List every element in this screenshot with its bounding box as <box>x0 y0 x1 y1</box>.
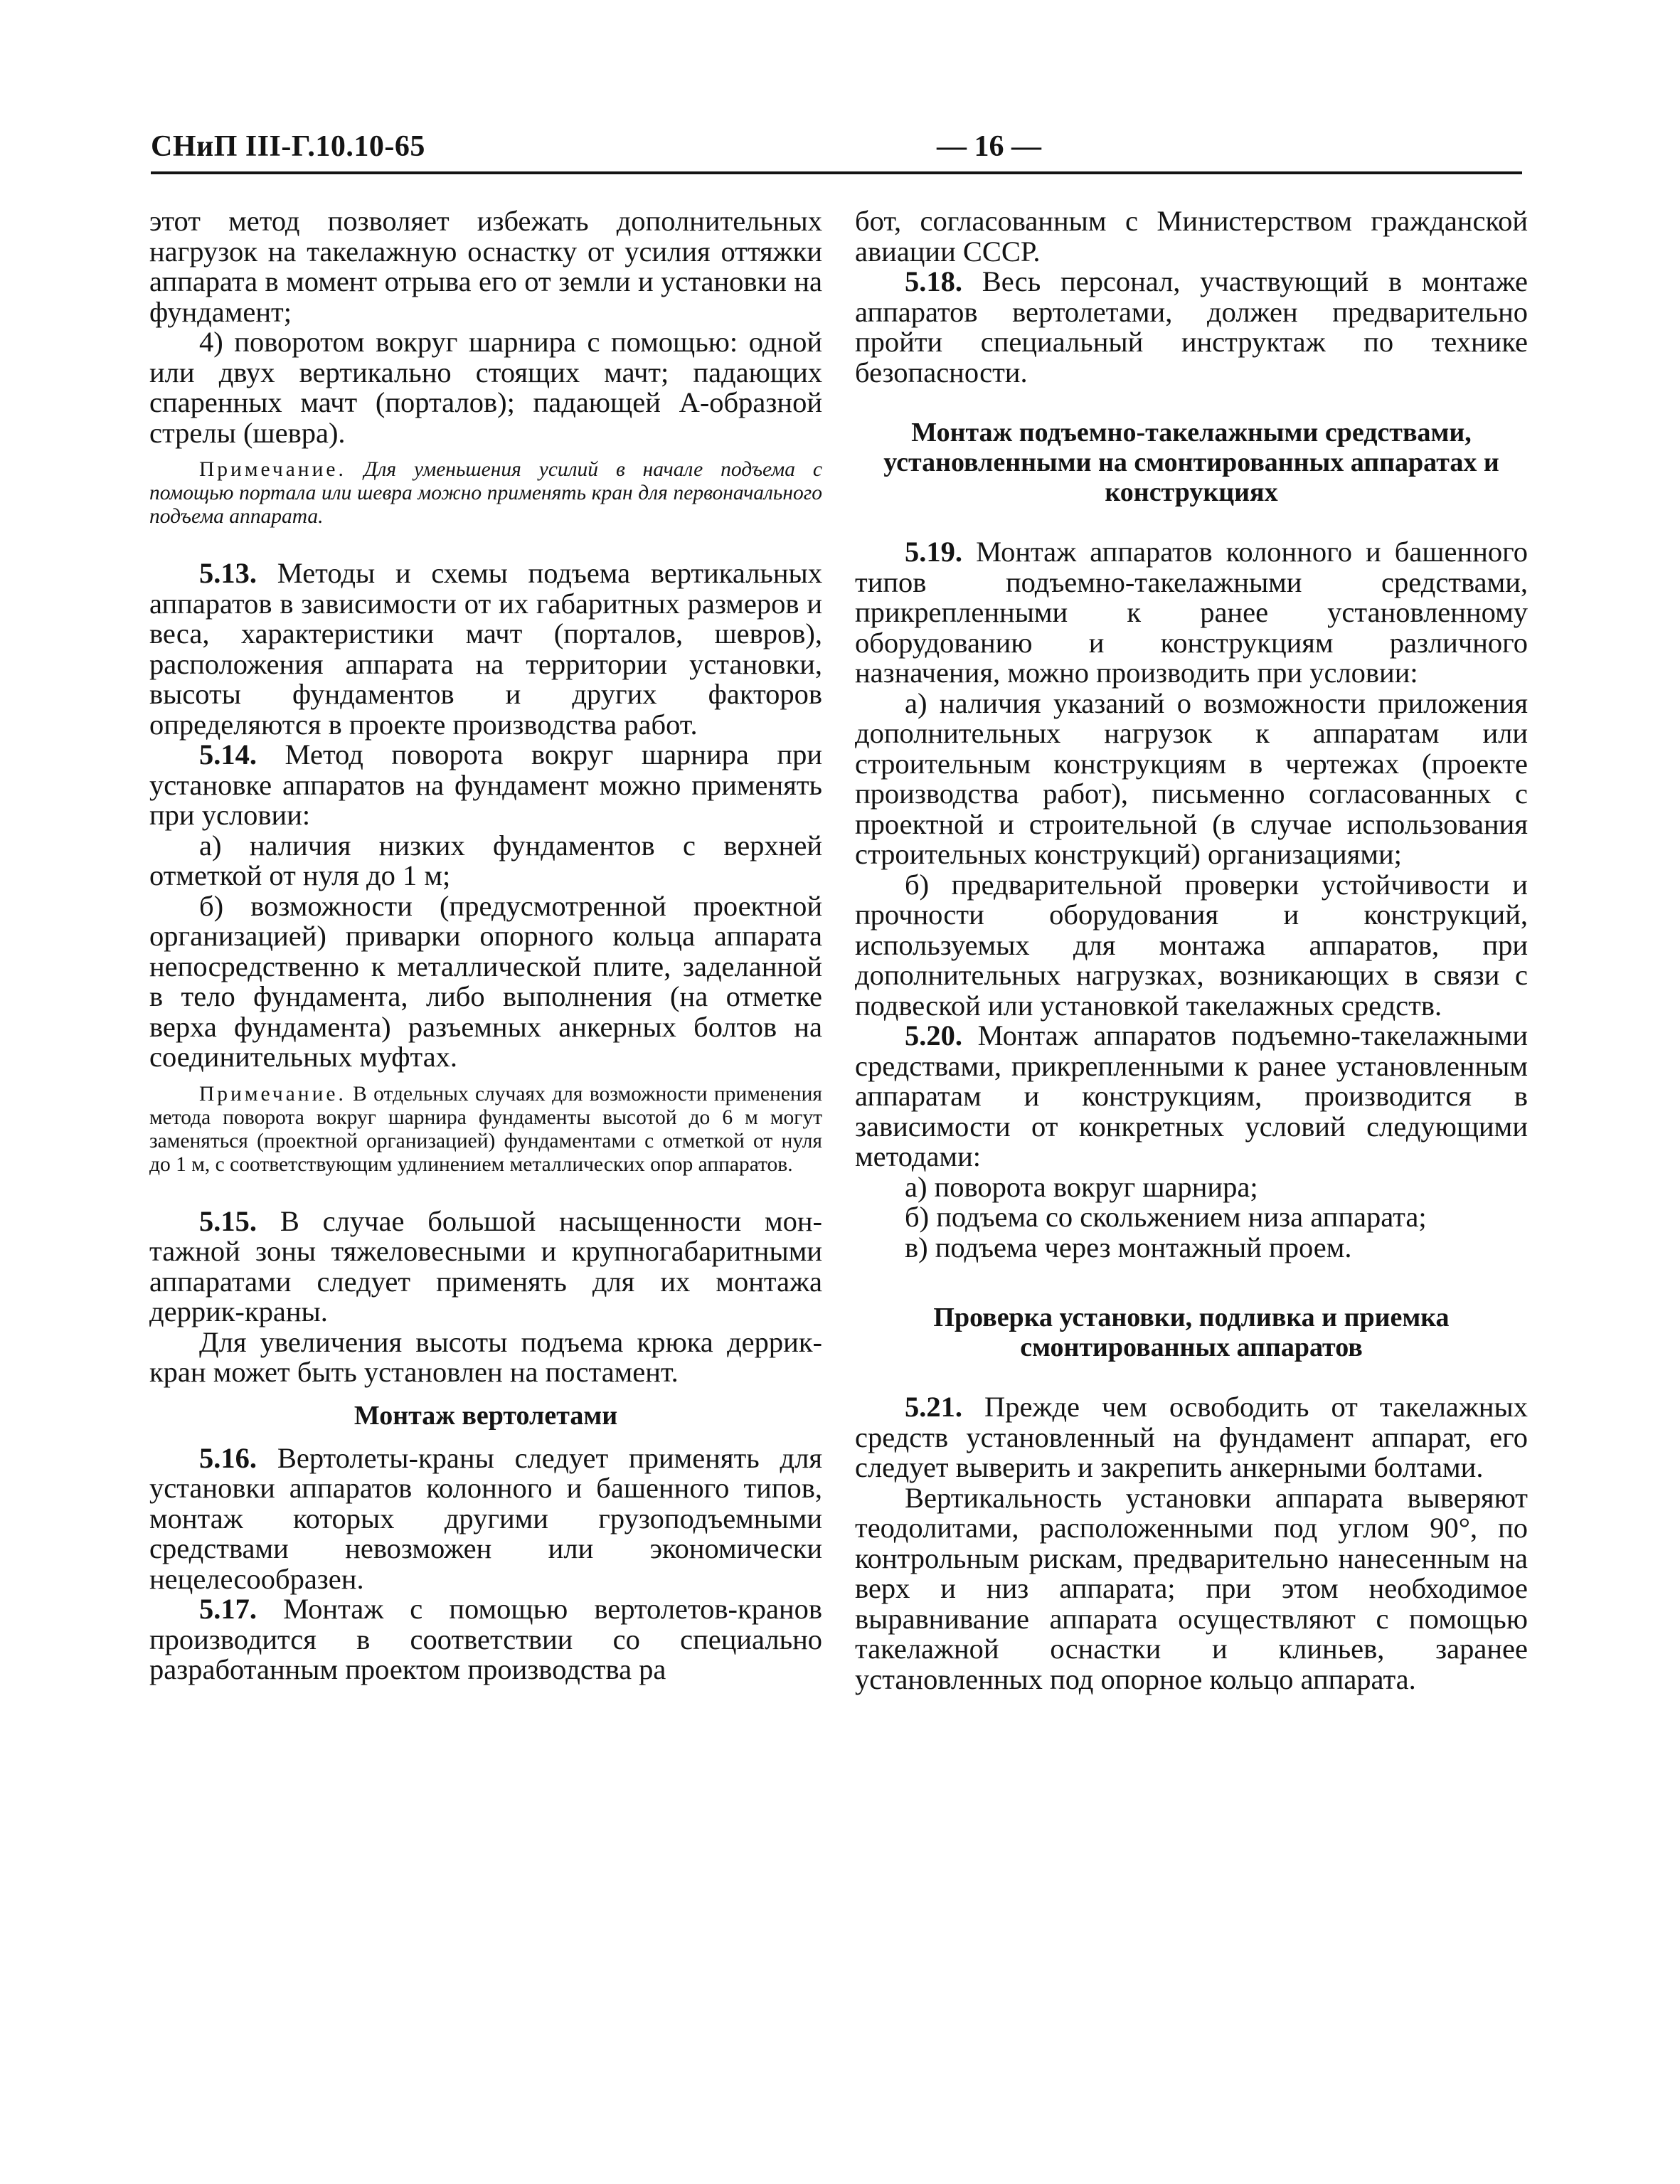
header-rule <box>151 171 1522 174</box>
section-5-14 <box>149 740 822 831</box>
section-number: 5.18. <box>905 265 962 297</box>
section-text: Вертолеты-краны следует применять для установки аппаратов колонного и башенного типов, монтаж которых другими грузоподъемными средствами невозможен или экономически нецелесообразен. <box>149 1441 823 1595</box>
section-number: 5.19. <box>905 536 962 568</box>
section-5-21-p2: Вертикальность установки аппарата выверяют теодолитами, расположенными под углом 90°, по контрольным рискам, предварительно нанесенным на верх и низ аппарата; при этом необходимое выравнивание аппарата осуществляют с помощью такелажной оснастки и клиньев, заранее установленных под опорное кольцо аппарата. <box>855 1481 1528 1695</box>
section-number: 5.14. <box>199 738 257 770</box>
section-5-21 <box>855 1392 1528 1483</box>
section-text: Монтаж аппаратов подъемно-такелажными средствами, прикрепленными к ранее установленным аппаратам и конструкциям, производится в зависимости от конкретных условий следующими методами: <box>855 1019 1528 1172</box>
heading-mounted-equipment: Монтаж подъемно-такелажными средствами, установленными на смонтированных аппаратах и конструкциях <box>883 418 1499 507</box>
section-5-14-a: а) наличия низких фундаментов с верхней отметкой от нуля до 1 м; <box>149 829 822 891</box>
section-5-13 <box>149 558 822 740</box>
section-number: 5.15. <box>199 1204 257 1237</box>
section-number: 5.17. <box>199 1593 257 1625</box>
left-column <box>149 206 822 1685</box>
note-text: В отдельных случаях для возможности применения метода поворота вокруг шарнира фундаменты высотой до 6 м могут заменяться (проектной организацией) фундаментами с отметкой от нуля до 1 м, с соответствующим удлинением металлических опор аппаратов. <box>149 1082 822 1176</box>
section-text: Прежде чем освободить от такелажных средств установленный на фундамент аппарат, его следует выверить и закрепить анкерными болтами. <box>855 1391 1528 1483</box>
page-number: — 16 — <box>937 130 1041 163</box>
section-5-19-b: б) предварительной проверки устойчивости и прочности оборудования и конструкций, используемых для монтажа аппаратов, при дополнительных нагрузках, возникающих в связи с подвеской или установкой такелажных средств. <box>855 868 1528 1022</box>
list-item-4: 4) поворотом вокруг шарнира с помощью: одной или двух вертикально стоящих мачт; падающих спаренных мачт (порталов); падающей А-образной стрелы (шевра). <box>149 326 822 449</box>
section-5-17 <box>149 1594 822 1685</box>
right-column <box>855 206 1528 1695</box>
heading-inspection: Проверка установки, подливка и приемка смонтированных аппаратов <box>933 1303 1450 1362</box>
section-5-14-b: б) возможности (предусмотренной проектной организацией) приварки опорного кольца аппарата непосредственно к металлической плите, заделанной в тело фундамента, либо выполнения (на отметке верха фундамента) разъемных анкерных болтов на соединительных муфтах. <box>149 889 822 1073</box>
section-text: Монтаж аппаратов колонного и башенного типов подъемно-такелажными средствами, прикрепленными к ранее установленному оборудованию и конструкциям различного назначения, можно производить при условии: <box>855 536 1528 689</box>
section-number: 5.20. <box>905 1019 962 1051</box>
section-5-19-a: а) наличия указаний о возможности приложения дополнительных нагрузок к аппаратам или строительным конструкциям в чертежах (проекте производства работ), письменно согласованных с проектной и строительной (в случае использования строительных конструкций) организациями; <box>855 687 1528 870</box>
section-text: Монтаж с помощью вертолетов-кранов производится в соответствии со специально разработанным проектом производства ра <box>149 1593 822 1685</box>
section-5-20-a: а) поворота вокруг шарнира; <box>905 1170 1258 1203</box>
section-number: 5.21. <box>905 1391 962 1423</box>
document-code: СНиП III-Г.10.10-65 <box>151 130 425 163</box>
section-5-15-p2: Для увеличения высоты подъема крюка деррик-кран может быть установлен на постамент. <box>149 1325 822 1388</box>
section-5-16 <box>149 1443 822 1595</box>
section-text: Методы и схемы подъема вертикальных аппаратов в зависимости от их габаритных размеров и веса, характеристики мачт (порталов, шевров), расположения аппарата на территории установки, высоты фундаментов и других факторов определяются в проекте производства работ. <box>149 557 823 741</box>
paragraph-continuation: бот, согласованным с Министерством гражданской авиации СССР. <box>855 205 1528 267</box>
section-5-20 <box>855 1021 1528 1172</box>
section-5-19 <box>855 537 1528 689</box>
page-header <box>151 129 1522 172</box>
note-1 <box>149 458 822 529</box>
note-label: Примечание. <box>199 458 346 481</box>
paragraph-continuation: этот метод позволяет избежать дополнительных нагрузок на такелажную оснастку от усилия оттяжки аппарата в момент отрыва его от земли и установки на фундамент; <box>149 205 822 328</box>
note-label: Примечание. <box>199 1082 346 1106</box>
note-2 <box>149 1083 822 1177</box>
section-5-20-b: б) подъема со скольжением низа аппарата; <box>905 1201 1427 1233</box>
heading-helicopters: Монтаж вертолетами <box>353 1400 618 1431</box>
section-5-18 <box>855 267 1528 388</box>
note-text: Для уменьшения усилий в начале подъема с помощью портала или шевра можно применять кран для первоначального подъема аппарата. <box>149 458 823 528</box>
section-5-15 <box>149 1204 823 1327</box>
section-number: 5.16. <box>199 1441 257 1474</box>
section-number: 5.13. <box>199 557 257 589</box>
section-text: Весь персонал, участвующий в монтаже аппаратов вертолетами, должен предварительно пройти специальный инструктаж по технике безопасности. <box>855 265 1529 388</box>
section-text: В случае большой насыщенности монтажной зоны тяжеловесными и крупногабаритными аппаратами следует применять для их монтажа деррик-краны. <box>149 1204 823 1327</box>
section-text: Метод поворота вокруг шарнира при установке аппаратов на фундамент можно применять при условии: <box>149 738 823 831</box>
section-5-20-c: в) подъема через монтажный проем. <box>905 1231 1352 1263</box>
